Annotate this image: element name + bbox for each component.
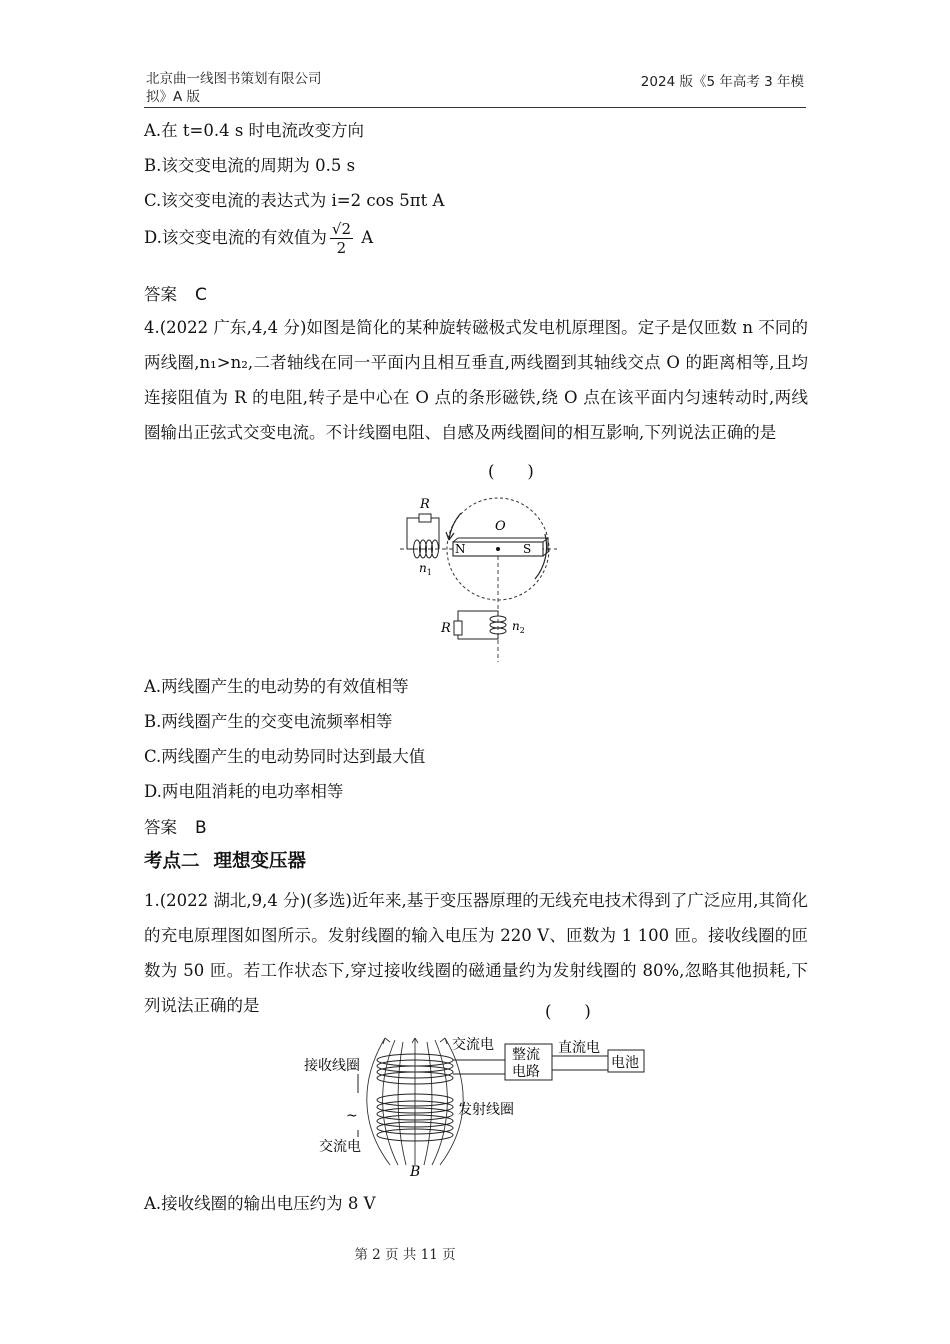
point-o-label: O bbox=[495, 519, 506, 534]
q4-option-a: A.两线圈产生的电动势的有效值相等 bbox=[144, 677, 409, 696]
ac-bottom-label: 交流电 bbox=[319, 1139, 361, 1155]
answer-value: C bbox=[195, 285, 207, 305]
q3-option-d bbox=[144, 220, 373, 257]
q4-answer bbox=[144, 814, 207, 838]
q1-option-a: A.接收线圈的输出电压约为 8 V bbox=[144, 1194, 376, 1213]
resistor-bottom-label: R bbox=[441, 621, 451, 636]
fraction-numerator: √2 bbox=[331, 220, 351, 238]
magnet-north-label: N bbox=[455, 542, 466, 556]
q4-answer-paren: ( ) bbox=[488, 462, 534, 481]
ac-top-label: 交流电 bbox=[452, 1037, 494, 1053]
fraction-denominator: 2 bbox=[336, 239, 347, 257]
header-edition-cont: 拟》A 版 bbox=[146, 89, 201, 105]
q3-option-d-unit: A bbox=[361, 228, 374, 247]
header-company: 北京曲一线图书策划有限公司 bbox=[146, 71, 322, 87]
resistor-bottom bbox=[454, 621, 462, 635]
section-name: 理想变压器 bbox=[213, 851, 307, 872]
q3-option-b: B.该交变电流的周期为 0.5 s bbox=[144, 156, 356, 175]
page-footer: 第 2 页 共 11 页 bbox=[354, 1247, 456, 1263]
answer-label: 答案 bbox=[144, 285, 177, 304]
header-right: 2024 版《5 年高考 3 年模 bbox=[640, 74, 804, 90]
magnet-south-label: S bbox=[523, 542, 532, 556]
receive-coil-label: 接收线圈 bbox=[304, 1058, 360, 1074]
section-title: 考点二 bbox=[144, 851, 200, 872]
transmit-coil-label: 发射线圈 bbox=[458, 1102, 514, 1118]
q3-option-d-prefix: D.该交变电流的有效值为 bbox=[144, 228, 327, 247]
q4-stem: 4.(2022 广东,4,4 分)如图是简化的某种旋转磁极式发电机原理图。定子是仅匝数 n 不同的两线圈,n₁>n₂,二者轴线在同一平面内且相互垂直,两线圈到其轴线交点 O 的距离相等,且均连接阻值为 R 的电阻,转子是中心在 O 点的条形磁铁,绕 O 点在该平面内匀速转动时,两线圈输出正弦式交变电流。不计线圈电阻、自感及两线圈间的相互影响,下列说法正确的是 bbox=[144, 318, 808, 442]
q4-option-b: B.两线圈产生的交变电流频率相等 bbox=[144, 712, 393, 731]
coil-n2-label: $n_2$ bbox=[512, 619, 525, 635]
rectifier-label-2: 电路 bbox=[512, 1064, 540, 1080]
answer-label: 答案 bbox=[144, 818, 177, 837]
rotation-arrow-left bbox=[449, 513, 461, 540]
header-divider bbox=[144, 107, 806, 108]
resistor-top bbox=[419, 514, 431, 522]
q3-option-a: A.在 t=0.4 s 时电流改变方向 bbox=[144, 121, 365, 140]
battery-label: 电池 bbox=[611, 1055, 639, 1071]
dc-label: 直流电 bbox=[558, 1040, 600, 1056]
answer-value: B bbox=[195, 818, 207, 838]
q3-answer bbox=[144, 281, 207, 305]
q1-answer-paren: ( ) bbox=[545, 1002, 591, 1021]
q3-option-c: C.该交变电流的表达式为 i=2 cos 5πt A bbox=[144, 191, 445, 210]
coil-n1-label: $n_1$ bbox=[419, 561, 432, 577]
q4-option-c: C.两线圈产生的电动势同时达到最大值 bbox=[144, 747, 426, 766]
wireless-charging-diagram bbox=[300, 1030, 650, 1180]
header-left bbox=[146, 70, 446, 106]
section-heading bbox=[144, 847, 306, 873]
generator-diagram bbox=[395, 490, 570, 665]
resistor-top-label: R bbox=[420, 497, 430, 512]
coil-n2 bbox=[454, 611, 506, 639]
ac-symbol: ~ bbox=[346, 1108, 358, 1124]
b-field-label: B bbox=[410, 1164, 421, 1180]
rectifier-label-1: 整流 bbox=[512, 1047, 540, 1063]
q1-stem: 1.(2022 湖北,9,4 分)(多选)近年来,基于变压器原理的无线充电技术得到了广泛应用,其简化的充电原理图如图所示。发射线圈的输入电压为 220 V、匝数为 1 100 匝。接收线圈的匝数为 50 匝。若工作状态下,穿过接收线圈的磁通量约为发射线圈的 80%,忽略其他损耗,下列说法正确的是 bbox=[144, 891, 808, 1015]
coil-n1 bbox=[407, 514, 439, 558]
q4-option-d: D.两电阻消耗的电功率相等 bbox=[144, 782, 344, 801]
fraction bbox=[330, 220, 353, 257]
